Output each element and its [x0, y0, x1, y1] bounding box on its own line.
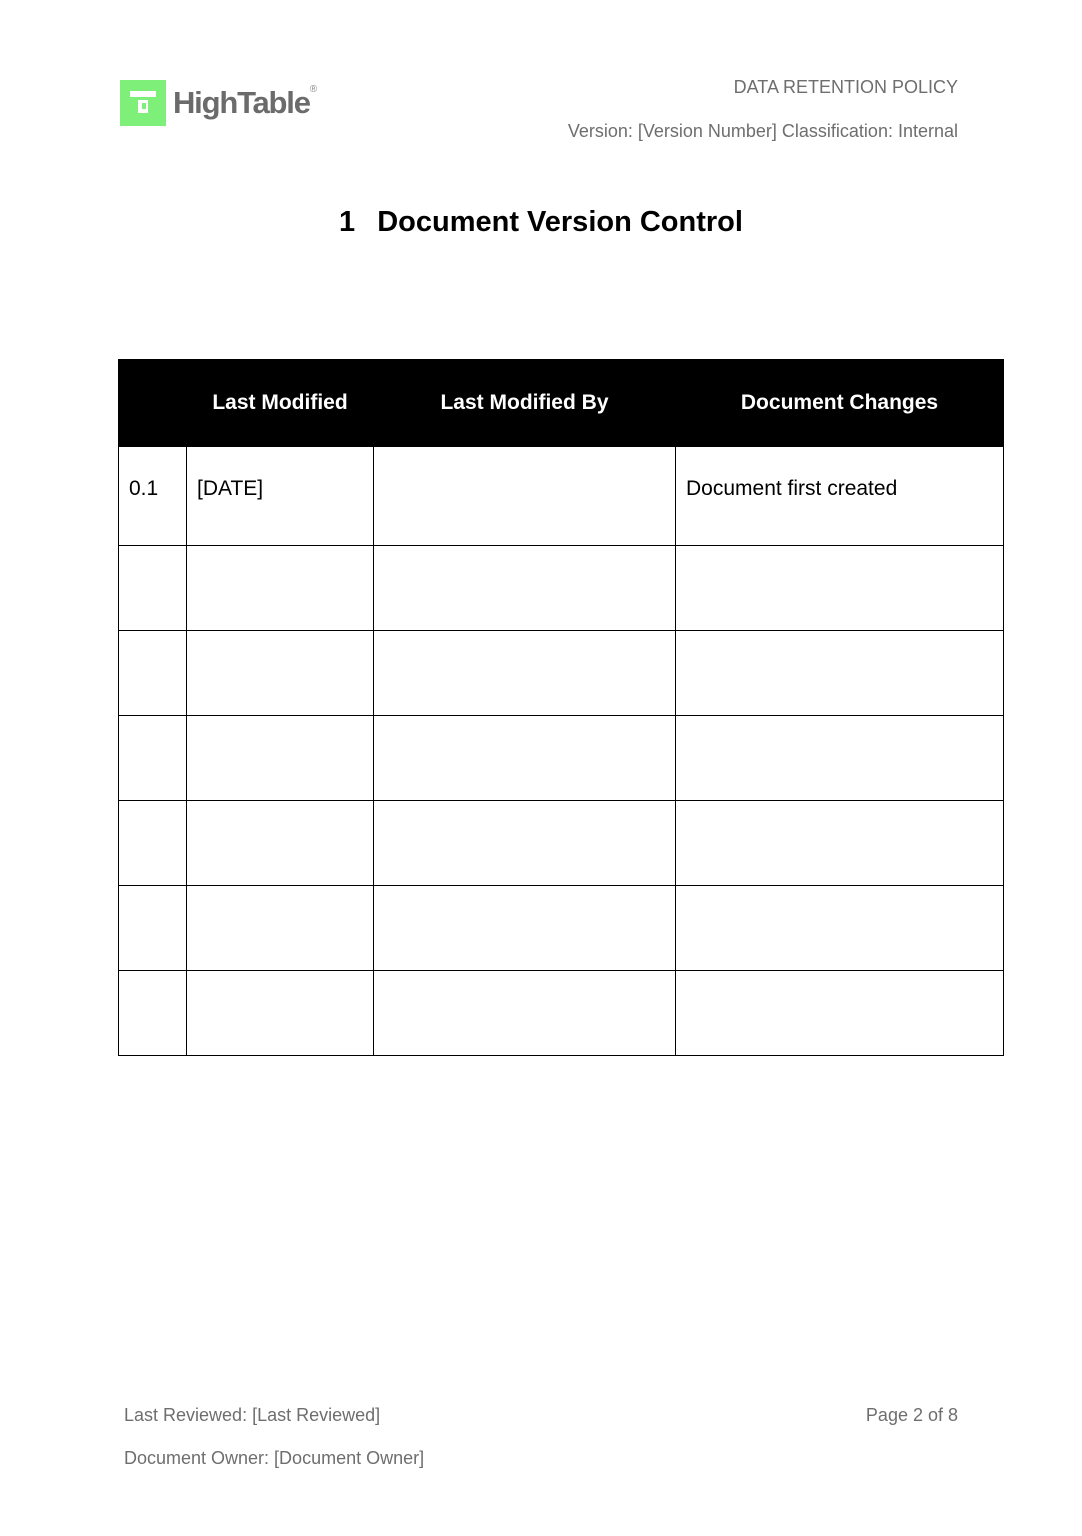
cell-document-changes: [676, 716, 1004, 801]
cell-last-modified-by: [374, 801, 676, 886]
table-header-row: [119, 360, 1004, 447]
table-row: [119, 801, 1004, 886]
cell-last-modified-by: [374, 631, 676, 716]
last-reviewed: Last Reviewed: [Last Reviewed]: [124, 1405, 381, 1425]
cell-last-modified-by: [374, 971, 676, 1056]
document-title: DATA RETENTION POLICY: [733, 77, 958, 97]
cell-last-modified-by: [374, 886, 676, 971]
header-last-modified: Last Modified: [187, 360, 374, 447]
cell-last-modified: [187, 546, 374, 631]
cell-version: [119, 886, 187, 971]
cell-document-changes: Document first created: [676, 447, 1004, 546]
table-row: [119, 631, 1004, 716]
cell-document-changes: [676, 971, 1004, 1056]
header-version: [119, 360, 187, 447]
cell-version: [119, 631, 187, 716]
cell-last-modified: [187, 801, 374, 886]
cell-document-changes: [676, 631, 1004, 716]
cell-version: [119, 546, 187, 631]
page-number: Page 2 of 8: [865, 1405, 958, 1425]
cell-last-modified-by: [374, 716, 676, 801]
cell-document-changes: [676, 801, 1004, 886]
version-control-table: [118, 359, 1004, 1056]
cell-last-modified: [187, 971, 374, 1056]
document-meta: Version: [Version Number] Classification: Internal: [567, 121, 958, 141]
registered-mark: ®: [309, 84, 316, 95]
cell-document-changes: [676, 546, 1004, 631]
table-row: [119, 546, 1004, 631]
hightable-logo: [120, 80, 316, 126]
section-title: Document Version Control: [377, 206, 743, 238]
table-row: [119, 971, 1004, 1056]
cell-version: [119, 716, 187, 801]
cell-last-modified: [187, 886, 374, 971]
cell-last-modified: [187, 631, 374, 716]
table-row: [119, 716, 1004, 801]
header-last-modified-by: Last Modified By: [374, 360, 676, 447]
cell-last-modified: [187, 716, 374, 801]
document-owner: Document Owner: [Document Owner]: [124, 1448, 425, 1468]
cell-last-modified-by: [374, 447, 676, 546]
cell-version: 0.1: [119, 447, 187, 546]
hightable-logo-mark-icon: [120, 80, 166, 126]
table-row: [119, 447, 1004, 546]
section-number: 1: [339, 206, 356, 238]
brand-name: HighTable®: [173, 84, 316, 120]
cell-last-modified: [DATE]: [187, 447, 374, 546]
cell-version: [119, 801, 187, 886]
section-heading: [0, 206, 1082, 239]
cell-document-changes: [676, 886, 1004, 971]
table-row: [119, 886, 1004, 971]
cell-last-modified-by: [374, 546, 676, 631]
cell-version: [119, 971, 187, 1056]
header-document-changes: Document Changes: [676, 360, 1004, 447]
